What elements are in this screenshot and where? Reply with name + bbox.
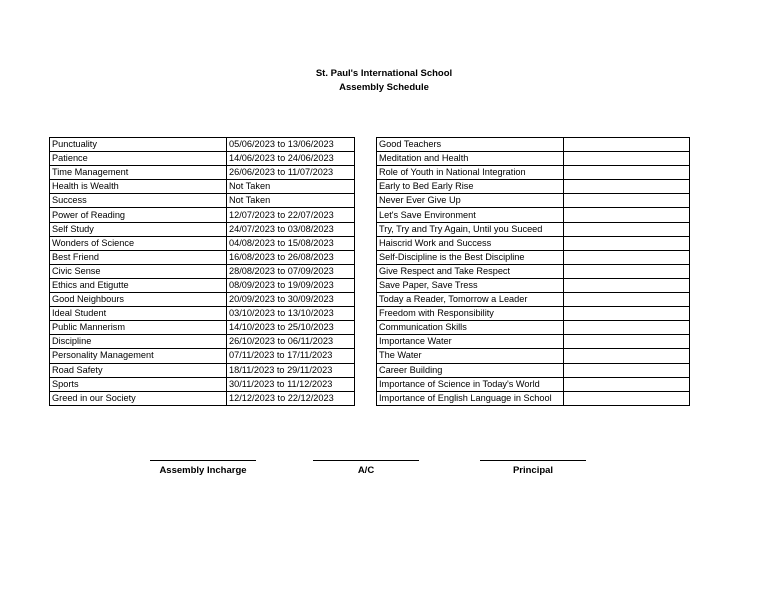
topic-cell: Good Teachers [377,138,564,152]
topic-cell: Ideal Student [50,307,227,321]
date-cell [564,208,690,222]
date-cell [564,391,690,405]
table-row [377,152,690,166]
table-row [50,391,355,405]
date-cell [564,138,690,152]
date-cell: 14/06/2023 to 24/06/2023 [227,152,355,166]
signature-label: A/C [357,465,375,476]
table-row [377,194,690,208]
left-schedule-table [49,137,355,406]
date-cell: 26/10/2023 to 06/11/2023 [227,335,355,349]
topic-cell: Early to Bed Early Rise [377,180,564,194]
table-row [377,222,690,236]
date-cell [564,264,690,278]
table-row [377,391,690,405]
topic-cell: Time Management [50,166,227,180]
page-title: Assembly Schedule [339,82,429,93]
topic-cell: Discipline [50,335,227,349]
topic-cell: Communication Skills [377,321,564,335]
table-row [50,208,355,222]
school-name: St. Paul's International School [315,68,453,79]
topic-cell: Let's Save Environment [377,208,564,222]
date-cell [564,363,690,377]
topic-cell: Good Neighbours [50,293,227,307]
date-cell [564,321,690,335]
date-cell [564,349,690,363]
date-cell: 04/08/2023 to 15/08/2023 [227,236,355,250]
signature-line [150,452,256,461]
topic-cell: Meditation and Health [377,152,564,166]
table-row [377,293,690,307]
date-cell [564,335,690,349]
topic-cell: Self Study [50,222,227,236]
date-cell [564,222,690,236]
signature-assembly-incharge [148,452,258,476]
date-cell [564,307,690,321]
date-cell [564,180,690,194]
signature-line [313,452,419,461]
table-row [50,293,355,307]
topic-cell: Road Safety [50,363,227,377]
table-row [377,278,690,292]
topic-cell: Haiscrid Work and Success [377,236,564,250]
date-cell [564,236,690,250]
date-cell: 18/11/2023 to 29/11/2023 [227,363,355,377]
table-row [377,335,690,349]
topic-cell: Wonders of Science [50,236,227,250]
topic-cell: Importance of Science in Today's World [377,377,564,391]
topic-cell: Sports [50,377,227,391]
topic-cell: Success [50,194,227,208]
table-row [377,166,690,180]
date-cell: 26/06/2023 to 11/07/2023 [227,166,355,180]
date-cell: 20/09/2023 to 30/09/2023 [227,293,355,307]
table-row [50,377,355,391]
table-row [377,180,690,194]
topic-cell: Try, Try and Try Again, Until you Suceed [377,222,564,236]
date-cell: 08/09/2023 to 19/09/2023 [227,278,355,292]
table-row [50,222,355,236]
table-row [377,349,690,363]
date-cell: Not Taken [227,180,355,194]
topic-cell: Importance of English Language in School [377,391,564,405]
date-cell [564,278,690,292]
date-cell [564,250,690,264]
topic-cell: Give Respect and Take Respect [377,264,564,278]
date-cell [564,293,690,307]
table-row [377,307,690,321]
topic-cell: Career Building [377,363,564,377]
table-row [377,377,690,391]
date-cell: 12/12/2023 to 22/12/2023 [227,391,355,405]
date-cell: 16/08/2023 to 26/08/2023 [227,250,355,264]
table-row [50,321,355,335]
table-row [377,208,690,222]
table-row [50,264,355,278]
table-row [377,138,690,152]
date-cell: 14/10/2023 to 25/10/2023 [227,321,355,335]
table-row [50,166,355,180]
table-row [50,138,355,152]
table-row [50,335,355,349]
topic-cell: Self-Discipline is the Best Discipline [377,250,564,264]
signature-principal [478,452,588,476]
table-row [50,278,355,292]
date-cell [564,152,690,166]
table-row [50,250,355,264]
table-row [377,250,690,264]
date-cell: 24/07/2023 to 03/08/2023 [227,222,355,236]
date-cell: Not Taken [227,194,355,208]
table-row [50,194,355,208]
date-cell: 07/11/2023 to 17/11/2023 [227,349,355,363]
topic-cell: Today a Reader, Tomorrow a Leader [377,293,564,307]
right-schedule-table [376,137,690,406]
topic-cell: Freedom with Responsibility [377,307,564,321]
signature-label: Principal [512,465,554,476]
topic-cell: Role of Youth in National Integration [377,166,564,180]
topic-cell: Greed in our Society [50,391,227,405]
topic-cell: Ethics and Etigutte [50,278,227,292]
topic-cell: Civic Sense [50,264,227,278]
topic-cell: Power of Reading [50,208,227,222]
signature-ac [311,452,421,476]
topic-cell: Public Mannerism [50,321,227,335]
table-row [377,363,690,377]
topic-cell: The Water [377,349,564,363]
table-row [50,236,355,250]
topic-cell: Health is Wealth [50,180,227,194]
topic-cell: Personality Management [50,349,227,363]
date-cell: 30/11/2023 to 11/12/2023 [227,377,355,391]
table-row [50,349,355,363]
signature-label: Assembly Incharge [159,465,247,476]
table-row [377,236,690,250]
signature-line [480,452,586,461]
table-row [50,152,355,166]
date-cell: 28/08/2023 to 07/09/2023 [227,264,355,278]
date-cell [564,166,690,180]
date-cell: 12/07/2023 to 22/07/2023 [227,208,355,222]
table-row [50,363,355,377]
topic-cell: Best Friend [50,250,227,264]
topic-cell: Patience [50,152,227,166]
date-cell: 03/10/2023 to 13/10/2023 [227,307,355,321]
topic-cell: Save Paper, Save Tress [377,278,564,292]
date-cell: 05/06/2023 to 13/06/2023 [227,138,355,152]
table-row [377,264,690,278]
topic-cell: Importance Water [377,335,564,349]
topic-cell: Punctuality [50,138,227,152]
topic-cell: Never Ever Give Up [377,194,564,208]
table-row [377,321,690,335]
table-row [50,180,355,194]
date-cell [564,194,690,208]
date-cell [564,377,690,391]
table-row [50,307,355,321]
